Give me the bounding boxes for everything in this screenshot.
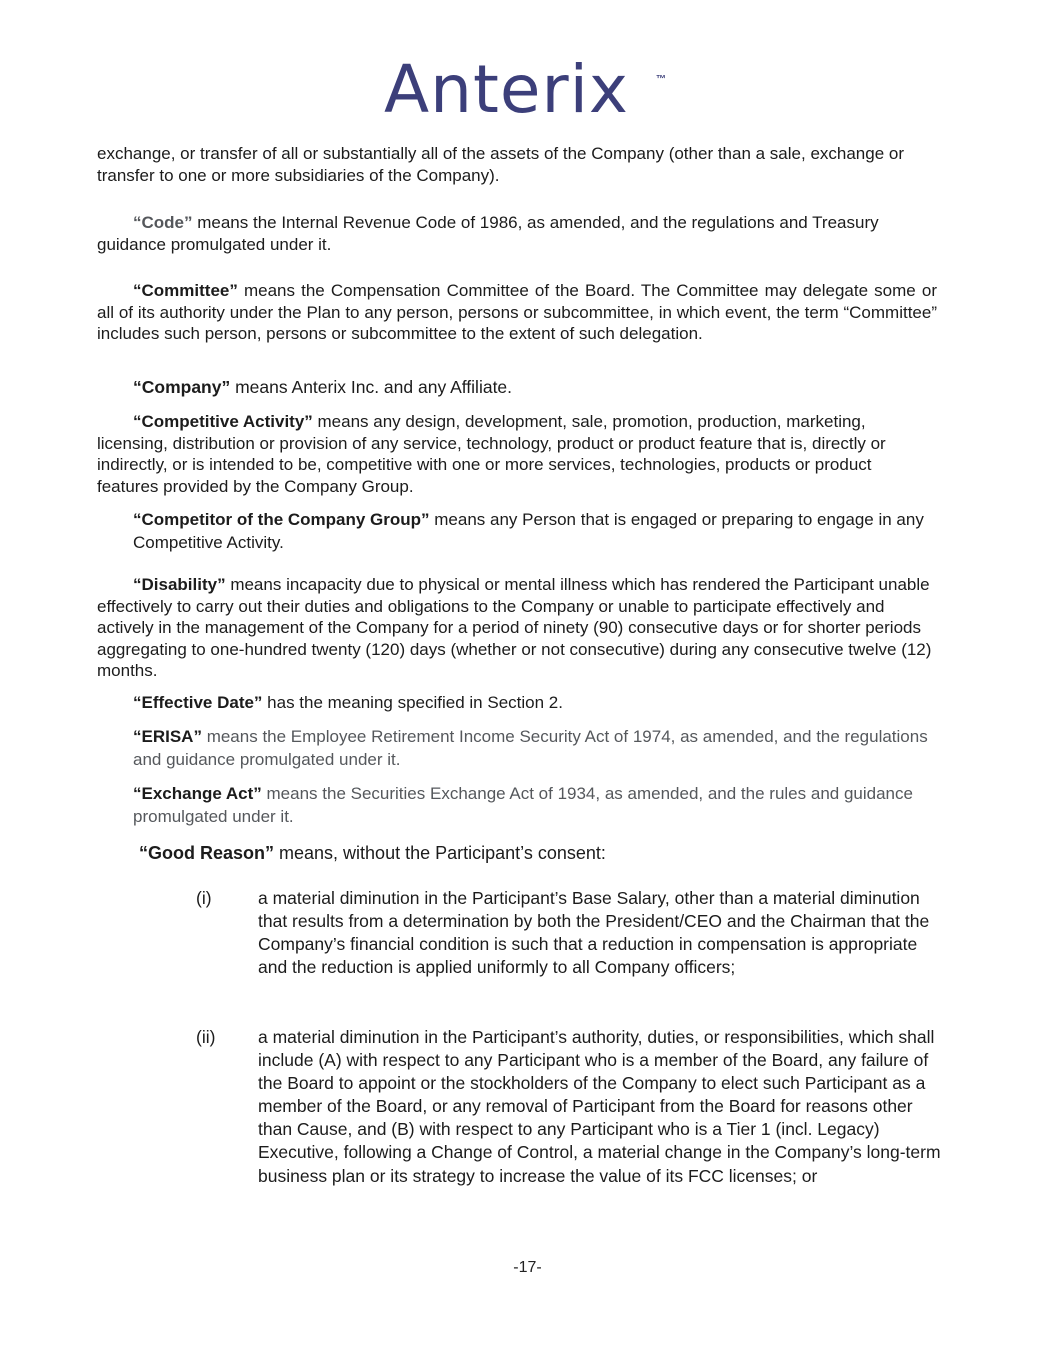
definition-exchange-act	[133, 783, 933, 828]
list-item-text: a material diminution in the Participant’s Base Salary, other than a material diminution that results from a determination by both the President/CEO and the Chairman that the Company’s financial condition is such that a reduction in compensation is appropriate and the reduction is applied uniformly to all Company officers;	[258, 888, 930, 978]
page-number: -17-	[513, 1259, 542, 1276]
definition-competitive-activity-text: means any design, development, sale, promotion, production, marketing, licensing, distribution or provision of any service, technology, product or product feature that is, directly or indirectly, or is intended to be, competitive with one or more services, technologies, products or product features provided by the Company Group.	[97, 412, 886, 496]
term-company: “Company”	[133, 377, 231, 397]
term-committee: “Committee”	[133, 281, 238, 300]
list-item-text: a material diminution in the Participant’s authority, duties, or responsibilities, which shall include (A) with respect to any Participant who is a member of the Board, any failure of the Board to appoint or the stockholders of the Company to elect such Participant as a member of the Board, or any removal of Participant from the Board for reasons other than Cause, and (B) with respect to any Participant who is a Tier 1 (incl. Legacy) Executive, following a Change of Control, a material change in the Company’s long-term business plan or its strategy to increase the value of its FCC licenses; or	[258, 1027, 941, 1186]
definition-effective-date-text: has the meaning specified in Section 2.	[262, 693, 563, 712]
definition-committee-text: means the Compensation Committee of the Board. The Committee may delegate some or all of its authority under the Plan to any person, persons or subcommittee, in which event, the term “Committee” includes such person, persons or subcommittee to the extent of such delegation.	[97, 281, 937, 343]
paragraph-continuation: exchange, or transfer of all or substantially all of the assets of the Company (other than a sale, exchange or transfer to one or more subsidiaries of the Company).	[97, 144, 905, 185]
definition-company-text: means Anterix Inc. and any Affiliate.	[230, 377, 513, 397]
term-disability: “Disability”	[133, 575, 226, 594]
term-competitor: “Competitor of the Company Group”	[133, 510, 430, 529]
definition-competitive-activity	[97, 411, 937, 497]
definition-effective-date	[133, 692, 933, 715]
definition-code-text: means the Internal Revenue Code of 1986, as amended, and the regulations and Treasury guidance promulgated under it.	[97, 213, 879, 254]
definition-disability-text: means incapacity due to physical or mental illness which has rendered the Participant unable effectively to carry out their duties and obligations to the Company or unable to participate effectively and actively in the management of the Company for a period of ninety (90) consecutive days or for shorter periods aggregating to one-hundred twenty (120) days (whether or not consecutive) during any consecutive twelve (12) months.	[97, 575, 932, 680]
definition-competitor-text: means any Person that is engaged or preparing to engage in any Competitive Activity.	[133, 510, 924, 552]
definition-erisa	[133, 726, 933, 771]
term-effective-date: “Effective Date”	[133, 693, 263, 712]
logo-trademark: ™	[656, 74, 666, 85]
definition-competitor	[133, 509, 933, 554]
definition-exchange-act-text: means the Securities Exchange Act of 1934, as amended, and the rules and guidance promulgated under it.	[133, 784, 913, 826]
anterix-logo	[384, 51, 684, 128]
definition-good-reason-text: means, without the Participant’s consent:	[274, 843, 606, 863]
term-exchange-act: “Exchange Act”	[133, 784, 262, 803]
definition-erisa-text: means the Employee Retirement Income Security Act of 1974, as amended, and the regulations and guidance promulgated under it.	[133, 727, 928, 769]
term-good-reason: “Good Reason”	[139, 843, 275, 863]
term-erisa: “ERISA”	[133, 727, 202, 746]
definition-disability	[97, 574, 937, 682]
logo-wordmark: Anterix	[384, 51, 629, 128]
list-item-number: (ii)	[196, 1027, 216, 1047]
term-code: “Code”	[133, 213, 193, 232]
list-item-number: (i)	[196, 888, 212, 908]
term-competitive-activity: “Competitive Activity”	[133, 412, 313, 431]
definition-committee	[97, 280, 937, 345]
definition-code	[97, 212, 937, 255]
definition-company	[97, 377, 937, 399]
definition-good-reason	[139, 842, 939, 865]
